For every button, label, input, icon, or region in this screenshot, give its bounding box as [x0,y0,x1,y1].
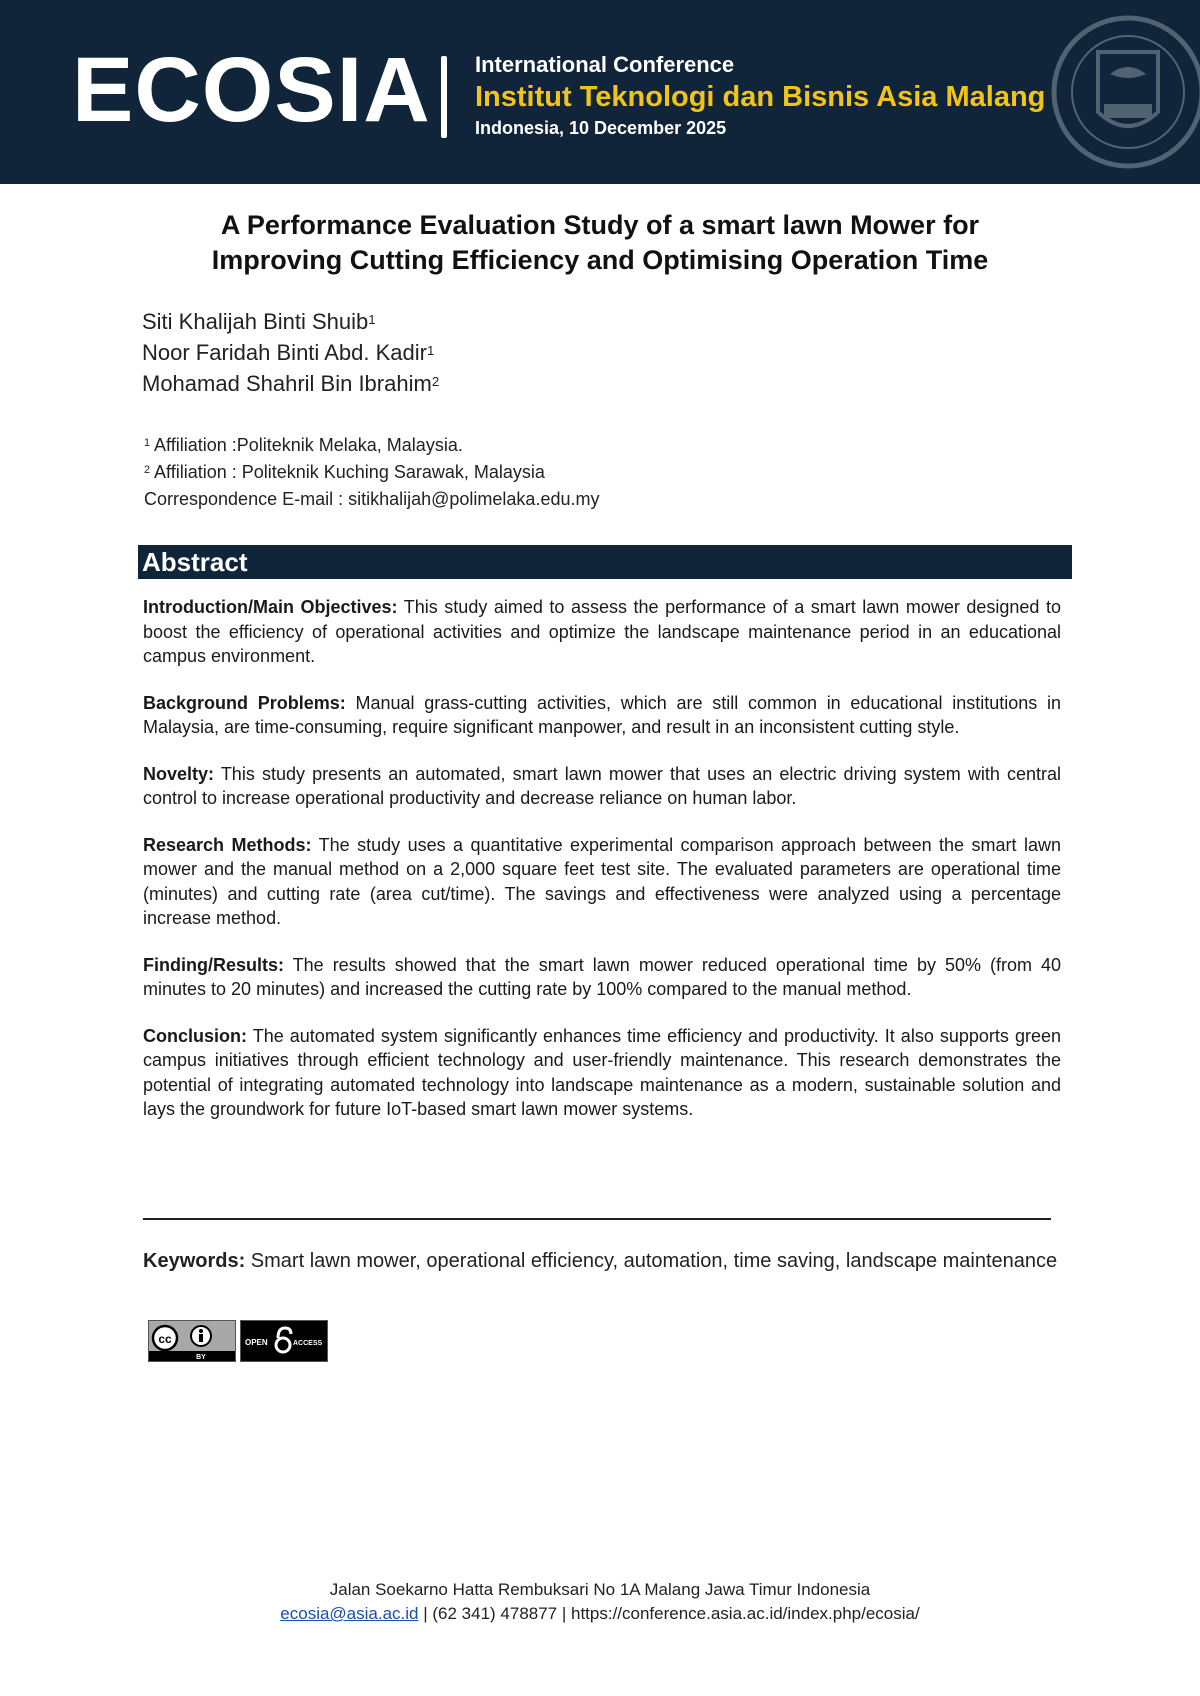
abstract-section [143,595,1061,669]
footer-contact: | (62 341) 478877 | https://conference.asia.ac.id/index.php/ecosia/ [418,1604,920,1623]
author [142,306,439,337]
abstract-heading: Abstract [138,545,1072,579]
oa-right-label: ACCESS [293,1340,323,1347]
title-line-2: Improving Cutting Efficiency and Optimising Operation Time [211,245,989,275]
affiliation-text: Affiliation :Politeknik Melaka, Malaysia. [150,435,463,455]
abstract-section [143,833,1061,931]
author-affiliation-mark: 2 [431,374,440,389]
footer-address: Jalan Soekarno Hatta Rembuksari No 1A Malang Jawa Timur Indonesia [329,1580,871,1599]
author-name: Noor Faridah Binti Abd. Kadir [142,340,427,365]
section-label: Conclusion: [143,1025,247,1046]
conference-banner [0,0,1200,184]
section-text: The automated system significantly enhances time efficiency and productivity. It also supports green campus initiatives through efficient technology and user-friendly maintenance. This research demonstrates the potential of integrating automated technology into landscape maintenance as a modern, sustainable solution and lays the groundwork for future IoT-based smart lawn mower systems. [143,1025,1061,1119]
author-affiliation-mark: 1 [368,312,376,327]
paper-title [110,208,1090,278]
conference-name: Institut Teknologi dan Bisnis Asia Malang [475,81,1046,113]
section-label: Research Methods: [143,834,312,855]
section-label: Finding/Results: [143,954,284,975]
cc-by-license-icon[interactable] [148,1320,236,1362]
keywords [143,1248,1063,1274]
conference-date: Indonesia, 10 December 2025 [475,118,727,138]
section-text: The study uses a quantitative experimental comparison approach between the smart lawn mower and the manual method on a 2,000 square feet test site. The evaluated parameters are operational time (minutes) and cutting rate (area cut/time). The savings and effectiveness were analyzed using a percentage increase method. [143,834,1061,928]
author [142,337,439,368]
keywords-label: Keywords: [143,1250,246,1272]
section-text: The results showed that the smart lawn mower reduced operational time by 50% (from 40 minutes to 20 minutes) and increased the cutting rate by 100% compared to the manual method. [143,954,1061,999]
abstract-section [143,762,1061,811]
separator-rule [143,1218,1051,1220]
cc-by-label: BY [196,1354,206,1361]
conference-type: International Conference [475,52,735,77]
author-name: Siti Khalijah Binti Shuib [142,309,369,334]
oa-left-label: OPEN [245,1338,268,1347]
page-footer [0,1578,1200,1626]
abstract-section [143,953,1061,1002]
svg-text:cc: cc [158,1332,172,1346]
abstract-section [143,1024,1061,1122]
keywords-text: Smart lawn mower, operational efficiency, automation, time saving, landscape maintenance [245,1250,1058,1272]
section-text: This study aimed to assess the performance of a smart lawn mower designed to boost the efficiency of operational activities and optimize the landscape maintenance period in an educational campus environment. [143,597,1061,666]
banner-divider [441,56,447,138]
section-text: This study presents an automated, smart lawn mower that uses an electric driving system with central control to increase operational productivity and decrease reliance on human labor. [143,763,1061,808]
affiliation-mark: 1 [144,437,151,449]
section-label: Novelty: [143,763,215,784]
title-line-1: A Performance Evaluation Study of a smart lawn Mower for [220,210,980,240]
affiliation-text: Affiliation : Politeknik Kuching Sarawak, Malaysia [150,462,545,482]
author-affiliation-mark: 1 [426,343,435,358]
affiliation [144,459,599,486]
author-list [142,306,439,399]
affiliation-block [144,432,599,513]
brand-name: ECOSIA [72,39,431,141]
affiliation-mark: 2 [144,464,151,476]
footer-email-link[interactable]: ecosia@asia.ac.id [280,1604,419,1623]
open-access-icon[interactable] [240,1320,328,1362]
author [142,368,439,399]
affiliation [144,432,599,459]
footer-contact-line [0,1602,1200,1626]
section-label: Background Problems: [143,692,346,713]
correspondence-email: Correspondence E-mail : sitikhalijah@polimelaka.edu.my [144,489,600,509]
abstract-section [143,691,1061,740]
author-name: Mohamad Shahril Bin Ibrahim [142,371,432,396]
abstract-body [143,595,1061,1144]
section-text: Manual grass-cutting activities, which are still common in educational institutions in Malaysia, are time-consuming, require significant manpower, and result in an inconsistent cutting style. [143,692,1061,737]
section-label: Introduction/Main Objectives: [143,597,398,617]
asia-institute-seal-icon [1048,12,1200,172]
